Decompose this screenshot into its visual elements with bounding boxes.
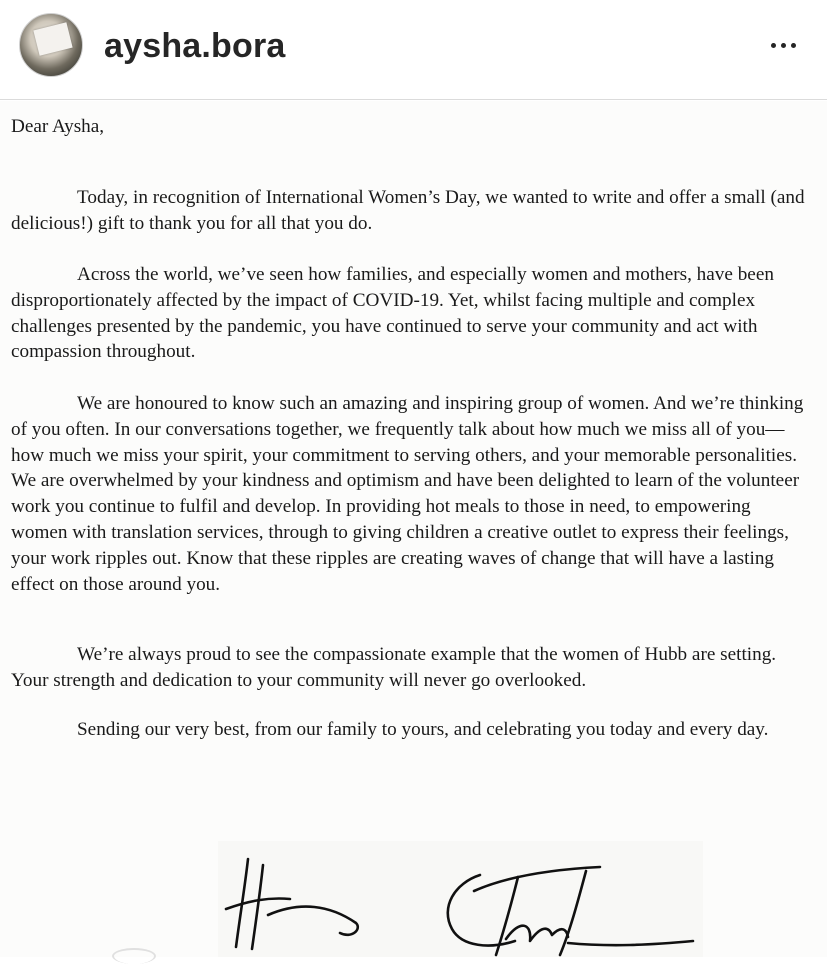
signature-right — [448, 867, 693, 955]
more-horizontal-icon — [771, 43, 776, 48]
avatar-photo — [33, 22, 72, 55]
letter-paragraph: We are honoured to know such an amazing and inspiring group of women. And we’re thinking of you often. In our conversations together, we frequently talk about how much we miss all of you—how much we miss your spirit, your commitment to serving others, and your memorable personalities. We are overwhelmed by your kindness and optimism and have been delighted to learn of the volunteer work you continue to fulfil and develop. In providing hot meals to those in need, to empowering women with translation services, through to giving children a creative outlet to express their feelings, your work ripples out. Know that these ripples are creating waves of change that will have a lasting effect on those around you. — [11, 393, 804, 595]
more-horizontal-icon — [791, 43, 796, 48]
letter-paragraph: Today, in recognition of International Women’s Day, we wanted to write and offer a small (and delicious!) gift to thank you for all that you do. — [11, 187, 805, 234]
post-header — [0, 0, 827, 100]
signature-left — [226, 859, 358, 949]
signature-area — [0, 831, 827, 957]
letter-paragraph: We’re always proud to see the compassionate example that the women of Hubb are setting. Your strength and dedication to your community will never go overlooked. — [11, 644, 777, 691]
letter-salutation: Dear Aysha, — [11, 116, 105, 137]
signatures — [0, 831, 827, 957]
letter-paragraph: Across the world, we’ve seen how families, and especially women and mothers, have been disproportionately affected by the impact of COVID-19. Yet, whilst facing multiple and complex challenges presented by the pandemic, you have continued to serve your community and act with compassion throughout. — [11, 264, 774, 363]
avatar[interactable] — [19, 13, 83, 77]
letter-paragraph: Sending our very best, from our family to yours, and celebrating you today and every day. — [77, 719, 769, 740]
like-icon[interactable] — [112, 948, 156, 964]
more-horizontal-icon — [781, 43, 786, 48]
username[interactable]: aysha.bora — [104, 27, 286, 65]
more-options-button[interactable] — [762, 30, 804, 60]
post-image-letter — [0, 101, 827, 957]
